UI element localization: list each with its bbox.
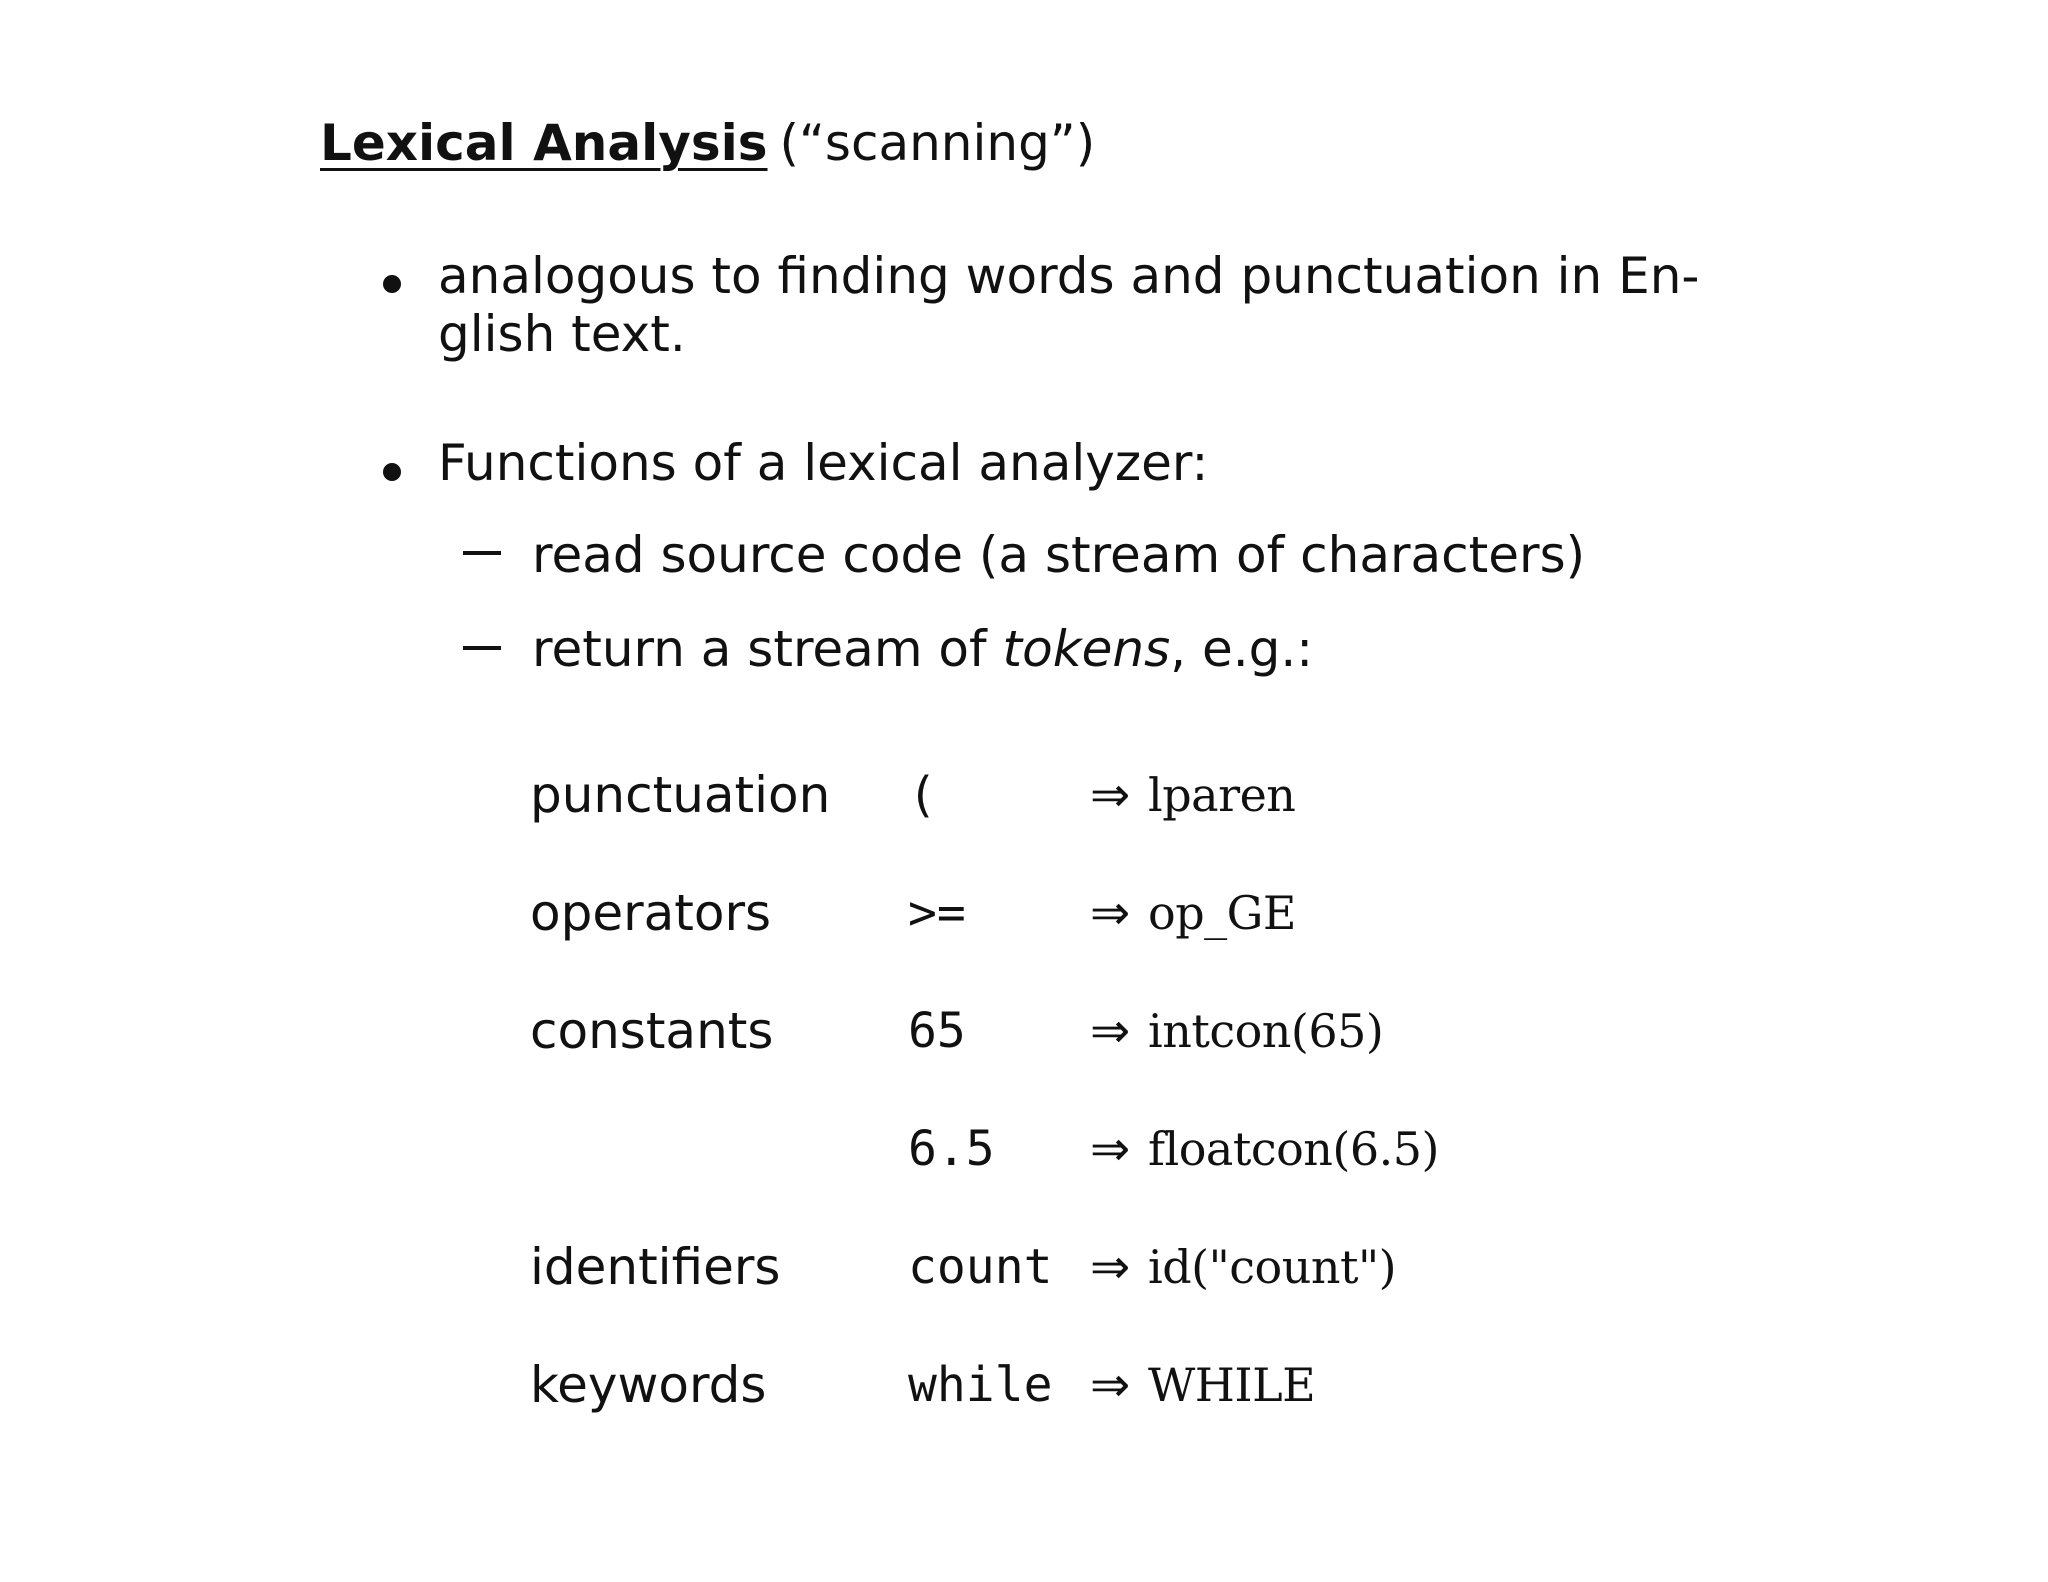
subbullet-dash-1 (463, 551, 501, 555)
bullet-1-line-2: glish text. (438, 305, 686, 363)
row-category: operators (530, 884, 772, 942)
row-token: WHILE (1148, 1358, 1316, 1412)
page-title (320, 108, 1095, 178)
row-lexeme: 65 (908, 1003, 966, 1059)
row-category: constants (530, 1002, 774, 1060)
row-category: punctuation (530, 766, 831, 824)
title-main: Lexical Analysis (320, 114, 768, 172)
subbullet-2-emphasis: tokens (1002, 620, 1171, 678)
row-lexeme: 6.5 (908, 1121, 995, 1177)
row-lexeme: count (908, 1239, 1053, 1295)
row-lexeme: ( (908, 767, 937, 823)
row-lexeme: >= (908, 885, 966, 941)
row-token: id("count") (1148, 1240, 1397, 1294)
row-token: op_GE (1148, 886, 1296, 940)
bullet-dot-1 (383, 275, 401, 293)
subbullet-2-prefix: return a stream of (532, 620, 1003, 678)
row-category: identifiers (530, 1238, 781, 1296)
subbullet-1-text: read source code (a stream of characters) (532, 526, 1586, 584)
subbullet-2-text (532, 618, 1313, 680)
subbullet-2-suffix: , e.g.: (1170, 620, 1314, 678)
row-token: floatcon(6.5) (1148, 1122, 1439, 1176)
arrow-symbol: ⇒ (1090, 885, 1131, 941)
row-token: intcon(65) (1148, 1004, 1384, 1058)
bullet-dot-2 (383, 463, 401, 481)
subbullet-dash-2 (463, 646, 501, 650)
arrow-symbol: ⇒ (1090, 1357, 1131, 1413)
bullet-2-line: Functions of a lexical analyzer: (438, 434, 1209, 492)
row-category: keywords (530, 1356, 767, 1414)
row-token: lparen (1148, 768, 1296, 822)
arrow-symbol: ⇒ (1090, 1121, 1131, 1177)
bullet-1-line-1: analogous to finding words and punctuation in En- (438, 247, 1700, 305)
arrow-symbol: ⇒ (1090, 767, 1131, 823)
title-subtitle: (“scanning”) (779, 114, 1096, 172)
arrow-symbol: ⇒ (1090, 1003, 1131, 1059)
arrow-symbol: ⇒ (1090, 1239, 1131, 1295)
row-lexeme: while (908, 1357, 1053, 1413)
